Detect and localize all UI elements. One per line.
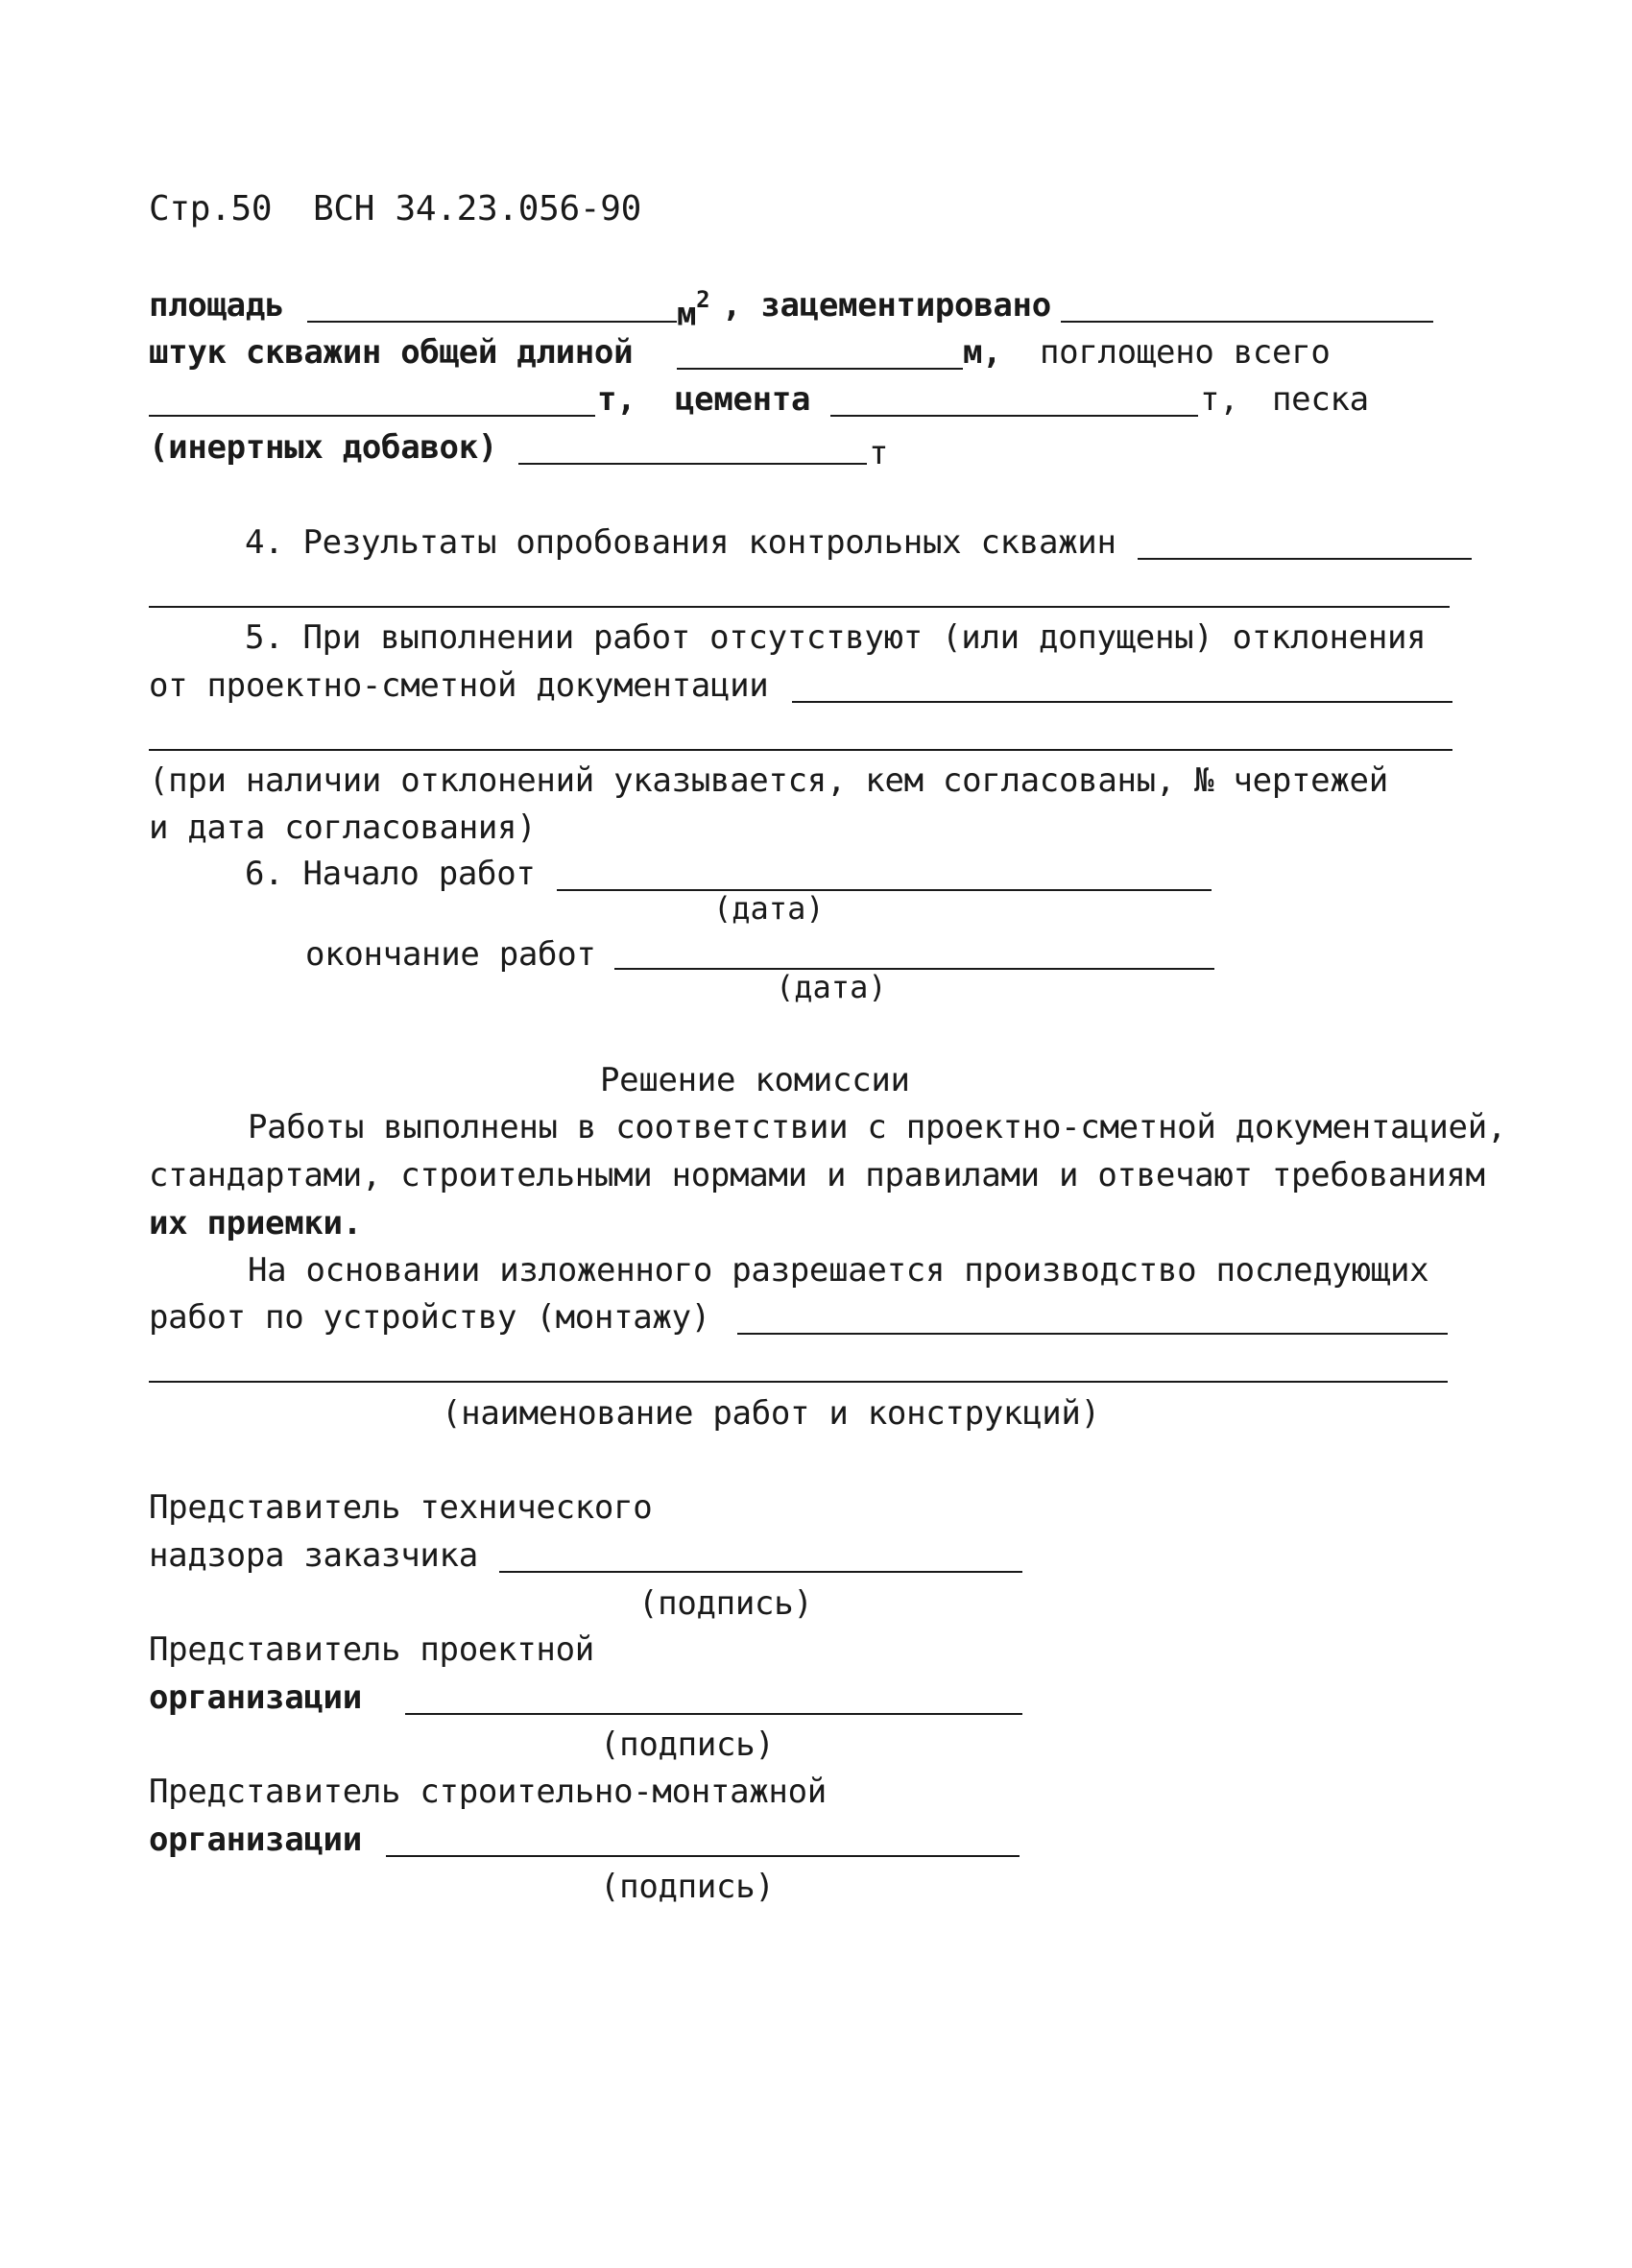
length-unit: м,: [963, 333, 1002, 372]
decision-p1-line2: стандартами, строительными нормами и правилами и отвечают требованиям: [149, 1156, 1485, 1194]
rep3-caption: (подпись): [600, 1868, 775, 1906]
area-label: площадь: [149, 286, 285, 325]
area-blank[interactable]: [307, 321, 677, 323]
inert-label: (инертных добавок): [149, 428, 498, 467]
rep3-signature-blank[interactable]: [386, 1855, 1020, 1857]
absorbed-label: поглощено всего: [1040, 333, 1331, 372]
cemented-label: , зацементировано: [722, 286, 1051, 325]
item5-blank-2[interactable]: [149, 749, 1452, 751]
rep2-line2: организации: [149, 1678, 362, 1717]
works-blank[interactable]: [737, 1333, 1448, 1335]
rep1-signature-blank[interactable]: [499, 1571, 1022, 1573]
rep1-line1: Представитель технического: [149, 1488, 653, 1527]
item5-note-line1: (при наличии отклонений указывается, кем согласованы, № чертежей: [149, 761, 1388, 800]
rep3-line1: Представитель строительно-монтажной: [149, 1773, 827, 1811]
t2-unit: т,: [1200, 380, 1239, 419]
area-unit: $м^2$: [677, 286, 710, 334]
item4-blank[interactable]: [1138, 558, 1472, 560]
item5-line1: 5. При выполнении работ отсутствуют (или допущены) отклонения: [245, 618, 1427, 657]
rep3-line2: организации: [149, 1821, 362, 1859]
length-blank[interactable]: [677, 368, 963, 370]
decision-p2-line2: работ по устройству (монтажу): [149, 1298, 710, 1337]
decision-title: Решение комиссии: [600, 1061, 910, 1099]
end-label: окончание работ: [305, 935, 596, 974]
t1-unit: т,: [597, 380, 636, 419]
start-date-blank[interactable]: [557, 889, 1212, 891]
decision-p2-line1: На основании изложенного разрешается производство последующих: [248, 1251, 1429, 1290]
page-header: Стр.50 ВСН 34.23.056-90: [149, 189, 641, 229]
item5-note-line2: и дата согласования): [149, 808, 537, 847]
inert-blank[interactable]: [518, 463, 867, 465]
item5-blank[interactable]: [792, 701, 1452, 703]
t3-unit: т: [869, 434, 889, 472]
absorbed-blank[interactable]: [149, 415, 595, 417]
start-label: 6. Начало работ: [245, 855, 536, 893]
wells-label: штук скважин общей длиной: [149, 333, 634, 372]
item5-line2: от проектно-сметной документации: [149, 666, 769, 705]
sand-label: песка: [1272, 380, 1369, 419]
item4-text: 4. Результаты опробования контрольных скважин: [245, 523, 1116, 562]
decision-p1-line3: их приемки.: [149, 1204, 362, 1243]
works-caption: (наименование работ и конструкций): [442, 1394, 1100, 1433]
works-blank-2[interactable]: [149, 1381, 1448, 1383]
cemented-blank[interactable]: [1061, 321, 1433, 323]
item4-blank-2[interactable]: [149, 606, 1450, 608]
decision-p1-line1: Работы выполнены в соответствии с проектно-сметной документацией,: [248, 1108, 1507, 1146]
rep2-signature-blank[interactable]: [405, 1713, 1022, 1715]
end-date-blank[interactable]: [614, 968, 1214, 970]
end-date-caption: (дата): [776, 969, 887, 1005]
cement-label: цемента: [675, 380, 811, 419]
rep1-caption: (подпись): [638, 1584, 813, 1623]
cement-blank[interactable]: [830, 415, 1198, 417]
rep1-line2: надзора заказчика: [149, 1536, 478, 1575]
rep2-line1: Представитель проектной: [149, 1630, 594, 1669]
start-date-caption: (дата): [713, 890, 825, 927]
rep2-caption: (подпись): [600, 1725, 775, 1764]
